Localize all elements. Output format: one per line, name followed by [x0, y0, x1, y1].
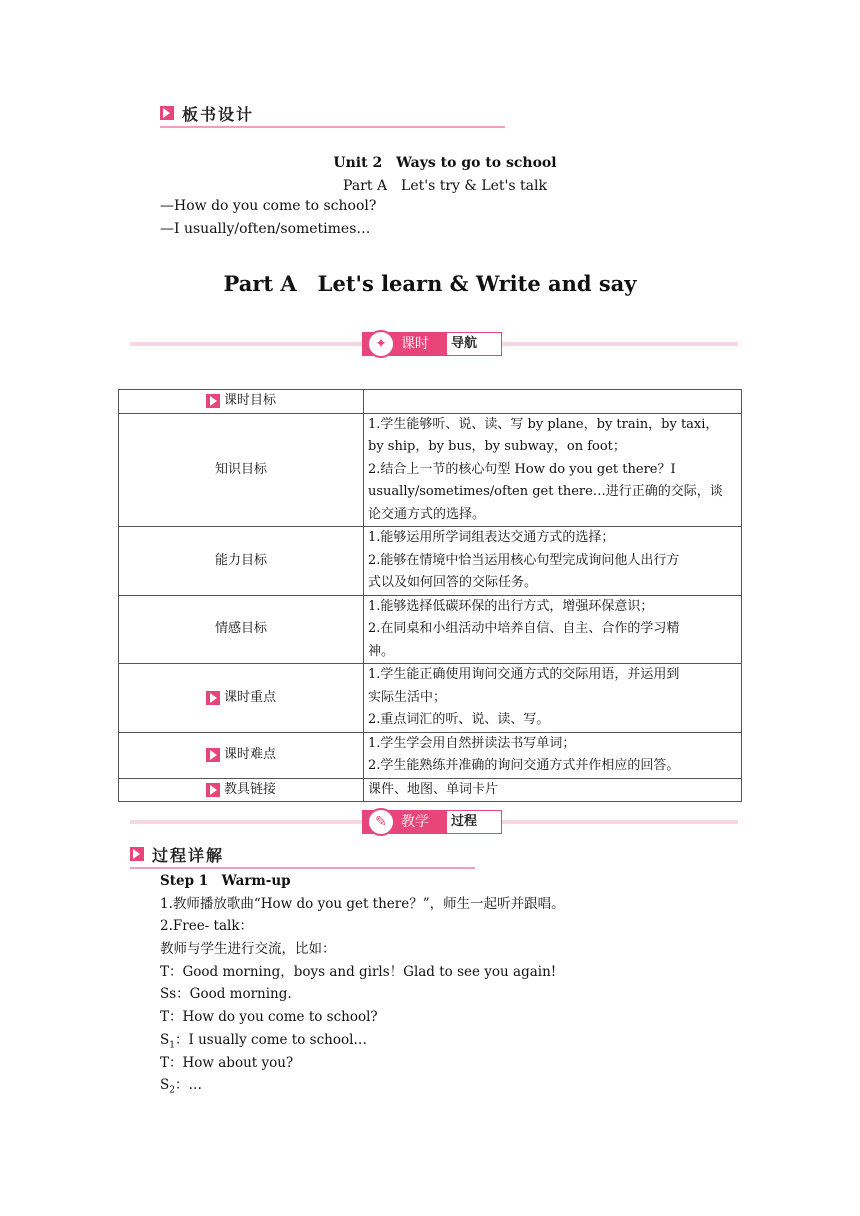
table-row — [119, 664, 742, 733]
utterance: ：… — [174, 1077, 202, 1094]
table-row — [119, 527, 742, 596]
table-value — [364, 732, 742, 778]
pencil-icon: ✎ — [367, 808, 395, 836]
teach-banner — [130, 810, 738, 834]
table-key: 情感目标 — [119, 595, 364, 664]
value-line: 2.结合上一节的核心句型 How do you get there？I — [368, 461, 676, 477]
banner-highlight: 教学 — [363, 811, 447, 833]
process-line: Ss：Good morning. — [160, 986, 292, 1003]
value-line: 实际生活中； — [368, 689, 447, 705]
value-line: 1.能够选择低碳环保的出行方式，增强环保意识； — [368, 598, 654, 614]
banner-label: 过程 — [451, 814, 478, 829]
speaker-sub: 1 — [169, 1040, 175, 1051]
speaker: S — [160, 1031, 170, 1048]
process-line: 1.教师播放歌曲“How do you get there？”，师生一起听并跟唱。 — [160, 895, 565, 912]
banner-badge — [362, 810, 502, 834]
table-key: 能力目标 — [119, 527, 364, 596]
arrow-right-icon — [160, 106, 174, 120]
value-line: 2.学生能熟练并准确的询问交通方式并作相应的回答。 — [368, 758, 680, 773]
table-row — [119, 778, 742, 802]
table-key-label: 课时难点 — [223, 746, 276, 762]
arrow-right-icon — [206, 779, 276, 802]
section-title: 板书设计 — [182, 105, 255, 124]
value-line: 2.重点词汇的听、说、读、写。 — [368, 712, 550, 727]
speaker: S — [160, 1077, 170, 1094]
section-underline — [130, 867, 475, 869]
value-line: 2.在同桌和小组活动中培养自信、自主、合作的学习精 — [368, 621, 680, 636]
section-underline — [160, 126, 505, 128]
value-line: 课件、地图、单词卡片 — [368, 781, 499, 797]
part-title: Part A Let's try & Let's talk — [343, 178, 547, 194]
value-line: 论交通方式的选择。 — [368, 506, 486, 522]
value-line: 1.学生能够听、说、读、写 by plane，by train，by taxi， — [368, 416, 719, 432]
step-title: Step 1 Warm-up — [160, 873, 291, 889]
lesson-heading: Part A Let's learn & Write and say — [223, 271, 637, 296]
table-key-label: 教具链接 — [223, 781, 276, 797]
table-key-label: 课时目标 — [223, 393, 276, 408]
table-key — [119, 390, 364, 414]
process-line: T：How about you? — [160, 1054, 294, 1071]
process-body — [160, 870, 760, 1097]
arrow-right-icon — [206, 687, 276, 710]
arrow-right-icon — [206, 744, 276, 767]
nav-banner — [130, 332, 738, 356]
unit-title: Unit 2 Ways to go to school — [333, 155, 557, 171]
value-line: by ship，by bus，by subway，on foot； — [368, 439, 626, 454]
table-value — [364, 413, 742, 527]
value-line: 1.能够运用所学词组表达交通方式的选择； — [368, 530, 615, 545]
value-line: 1.学生能正确使用询问交通方式的交际用语，并运用到 — [368, 667, 680, 682]
value-line: 式以及如何回答的交际任务。 — [368, 575, 538, 590]
banner-badge — [362, 332, 502, 356]
process-line — [160, 1029, 760, 1052]
value-line: usually/sometimes/often get there…进行正确的交际，谈 — [368, 484, 723, 499]
speaker-sub: 2 — [169, 1085, 175, 1096]
utterance: ：I usually come to school… — [174, 1031, 367, 1048]
table-row — [119, 732, 742, 778]
table-row — [119, 413, 742, 527]
value-line: 1.学生学会用自然拼读法书写单词； — [368, 735, 576, 751]
table-row — [119, 390, 742, 414]
arrow-right-icon — [206, 390, 276, 413]
table-value — [364, 778, 742, 802]
table-key — [119, 778, 364, 802]
objectives-table — [118, 389, 742, 802]
process-line: 教师与学生进行交流，比如： — [160, 941, 336, 958]
process-line: T：Good morning，boys and girls！Glad to see you again! — [160, 963, 557, 980]
board-line: —How do you come to school? — [160, 198, 377, 214]
value-line: 2.能够在情境中恰当运用核心句型完成询问他人出行方 — [368, 552, 680, 568]
table-key: 知识目标 — [119, 413, 364, 527]
process-line: T：How do you come to school? — [160, 1009, 378, 1026]
table-value — [364, 595, 742, 664]
table-value — [364, 664, 742, 733]
table-row — [119, 595, 742, 664]
table-value — [364, 390, 742, 414]
compass-icon: ✦ — [367, 330, 395, 358]
arrow-right-icon — [130, 847, 144, 861]
process-line — [160, 1074, 760, 1097]
board-line: —I usually/often/sometimes… — [160, 221, 371, 237]
value-line: 神。 — [368, 643, 395, 659]
table-value — [364, 527, 742, 596]
banner-highlight: 课时 — [363, 333, 447, 355]
banner-label: 导航 — [451, 336, 478, 351]
table-key — [119, 732, 364, 778]
table-key-label: 课时重点 — [223, 689, 276, 705]
process-line: 2.Free- talk： — [160, 918, 254, 935]
section-title: 过程详解 — [152, 846, 225, 865]
table-key — [119, 664, 364, 733]
